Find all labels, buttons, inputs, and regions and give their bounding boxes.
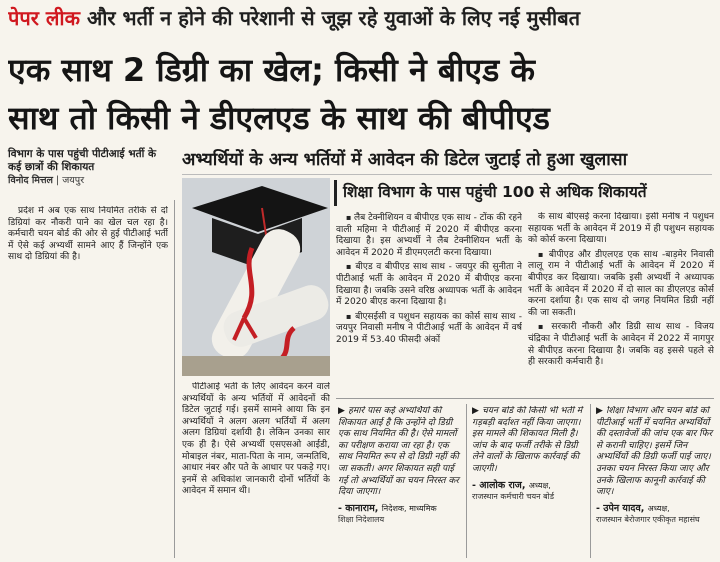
- quote-divider: [590, 404, 591, 558]
- quote-name: - आलोक राज,: [472, 479, 526, 491]
- article-column-3: [336, 212, 522, 392]
- side-summary-title: विभाग के पास पहुंची पीटीआई भर्ती के कई छात्रों की शिकायत: [8, 148, 157, 173]
- article-column-2: [182, 382, 330, 558]
- quote-org: शिक्षा निदेशालय: [338, 515, 385, 525]
- quote-marker-icon: ▶: [338, 406, 349, 416]
- quote-text: शिक्षा विभाग और चयन बोर्ड को पीटीआई भर्ती में चयनित अभ्यर्थियों की दस्तावेजों की जांच एक बार फिर से करानी चाहिए। इसमें जिन अभ्यर्थियों की डिग्री फर्जी पाई जाए। उनका चयन निरस्त किया जाए और उनके खिलाफ कानूनी कार्रवाई की जाए।: [596, 406, 713, 498]
- bullet-paragraph: ▪ बीएड व बीपीएड साथ साथ - जयपुर की सुनीता ने पीटीआई भर्ती के आवेदन में 2020 में बीपीएड करना दिखाया है। जबकि उसने वरिष्ठ अध्यापक भर्ती के आवेदन में 2020 बीएड करना दिखाया है।: [336, 261, 522, 308]
- quote-org: राजस्थान बेरोजगार एकीकृत महासंघ: [596, 515, 700, 525]
- graduation-cap-photo: [182, 178, 330, 376]
- quotes-divider: [336, 398, 714, 399]
- kicker-highlight: पेपर लीक: [8, 6, 80, 30]
- kicker-line: [8, 4, 712, 34]
- box-title: शिक्षा विभाग के पास पहुंची 100 से अधिक शिकायतें: [334, 180, 720, 206]
- bullet-paragraph: ▪ लैब टेक्नीशियन व बीपीएड एक साथ - टोंक की रहने वाली महिमा ने पीटीआई में 2020 में बीपीएड करना दिखाया है। इस अभ्यर्थी ने लैब टेक्नीशियन भर्ती के आवेदन में 2020 में डीएमएलटी करना दिखाया।: [336, 212, 522, 259]
- quote-signature: [338, 503, 462, 515]
- quote-org: राजस्थान कर्मचारी चयन बोर्ड: [472, 492, 554, 502]
- quote-divider: [466, 404, 467, 558]
- byline-name: विनोद मित्तल: [8, 175, 53, 186]
- bullet-paragraph: ▪ बीपीएड और डीएलएड एक साथ -बाड़मेर निवासी लालू राम ने पीटीआई भर्ती के आवेदन में 2020 में बीपीएड कर दिखाया। जबकि इसी अभ्यर्थी ने अध्यापक भर्ती के आवेदन में 2020 में दो साल का डीएलएड कोर्स करना दर्शाया है। एक साथ दो जगह नियमित डिग्री नहीं की जा सकती।: [528, 249, 714, 320]
- quote-role: निदेशक, माध्यमिक: [381, 503, 437, 513]
- quote-name: - कानाराम,: [338, 502, 379, 514]
- kicker-text: और भर्ती न होने की परेशानी से जूझ रहे युवाओं के लिए नई मुसीबत: [86, 6, 581, 30]
- headline-line-2: साथ तो किसी ने डीएलएड के साथ की बीपीएड: [8, 99, 550, 137]
- article-column-4: [528, 212, 714, 392]
- bullet-paragraph: ▪ बीएसईसी व पशुधन सहायक का कोर्स साथ साथ - जयपुर निवासी मनीष ने पीटीआई भर्ती के आवेदन में वर्ष 2019 में 53.40 फीसदी अंकों: [336, 311, 522, 347]
- byline: [8, 174, 168, 187]
- paragraph: प्रदेश में अब एक साथ नियमित तरीके से दो डिग्रियां कर नौकरी पाने का खेल चल रहा है। कर्मचारी चयन बोर्ड की ओर से हुई पीटीआई भर्ती में ऐसे कई अभ्यर्थी सामने आए हैं जिन्होंने एक साथ दो डिग्रियां की है।: [8, 206, 168, 263]
- quote-text: चयन बोर्ड की किसी भी भर्ती में गड़बड़ी बर्दाश्त नहीं किया जाएगा। इस मामले की शिकायत मिली है। जांच के बाद फर्जी तरीके से डिग्री लेने वालों के खिलाफ कार्रवाई की जाएगी।: [472, 406, 583, 474]
- quote-signature: [596, 503, 714, 515]
- quote-box-3: [596, 406, 714, 558]
- quote-signature: [472, 480, 586, 492]
- bullet-paragraph: ▪ सरकारी नौकरी और डिग्री साथ साथ - विजय चंद्रिका ने पीटीआई भर्ती के आवेदन में 2022 में नागपुर से बीपीएड करना दिखाया है। जबकि वह इससे पहले से ही सरकारी कर्मचारी है।: [528, 321, 714, 368]
- quote-box-1: [338, 406, 462, 558]
- byline-place: | जयपुर: [56, 175, 85, 186]
- quote-role: अध्यक्ष,: [647, 503, 670, 513]
- quote-text: हमारे पास कई अभ्यर्थियों की शिकायत आई है कि उन्होंने दो डिग्री एक साथ नियमित की है। ऐसे मामलों का परीक्षण कराया जा रहा है। एक साथ नियमित रूप से दो डिग्री नहीं की जा सकती। अगर शिकायत सही पाई गई तो अभ्यर्थियों का चयन निरस्त कर दिया जाएगा।: [338, 406, 459, 498]
- article-column-1: [8, 206, 168, 558]
- subheadline: अभ्यर्थियों के अन्य भर्तियों में आवेदन की डिटेल जुटाई तो हुआ खुलासा: [182, 148, 712, 175]
- quote-box-2: [472, 406, 586, 558]
- quote-name: - उपेन यादव,: [596, 502, 645, 514]
- quote-role: अध्यक्ष,: [528, 480, 551, 490]
- graduation-cap-icon: [182, 178, 330, 376]
- headline: [8, 46, 714, 142]
- paragraph: के साथ बीएसई करना दिखाया। इसी मनीष ने पशुधन सहायक भर्ती के आवेदन में 2019 में ही पशुधन सहायक को कोर्स करना दिखाया।: [528, 212, 714, 246]
- quote-marker-icon: ▶: [596, 406, 607, 416]
- headline-line-1: एक साथ 2 डिग्री का खेल; किसी ने बीएड के: [8, 51, 535, 89]
- paragraph: पीटीआई भर्ती के लिए आवेदन करने वाले अभ्यर्थियों के अन्य भर्तियों में आवेदनों की डिटेल जुटाई गई। इसमें सामने आया कि इन अभ्यर्थियों ने अलग अलग भर्तियों में अलग अलग डिग्रियां दर्शायी है। लेकिन उनका सार एक ही है। ऐसे अभ्यर्थी एसएसओ आईडी, मोबाइल नंबर, माता-पिता के नाम, जन्मतिथि, आधार नंबर और पते के आधार पर पकड़े गए। इनमें से अधिकांश जानकारी दोनों भर्तियों के आवेदन में समान थी।: [182, 382, 330, 497]
- column-divider: [174, 200, 175, 558]
- side-summary: [8, 148, 168, 192]
- quote-marker-icon: ▶: [472, 406, 483, 416]
